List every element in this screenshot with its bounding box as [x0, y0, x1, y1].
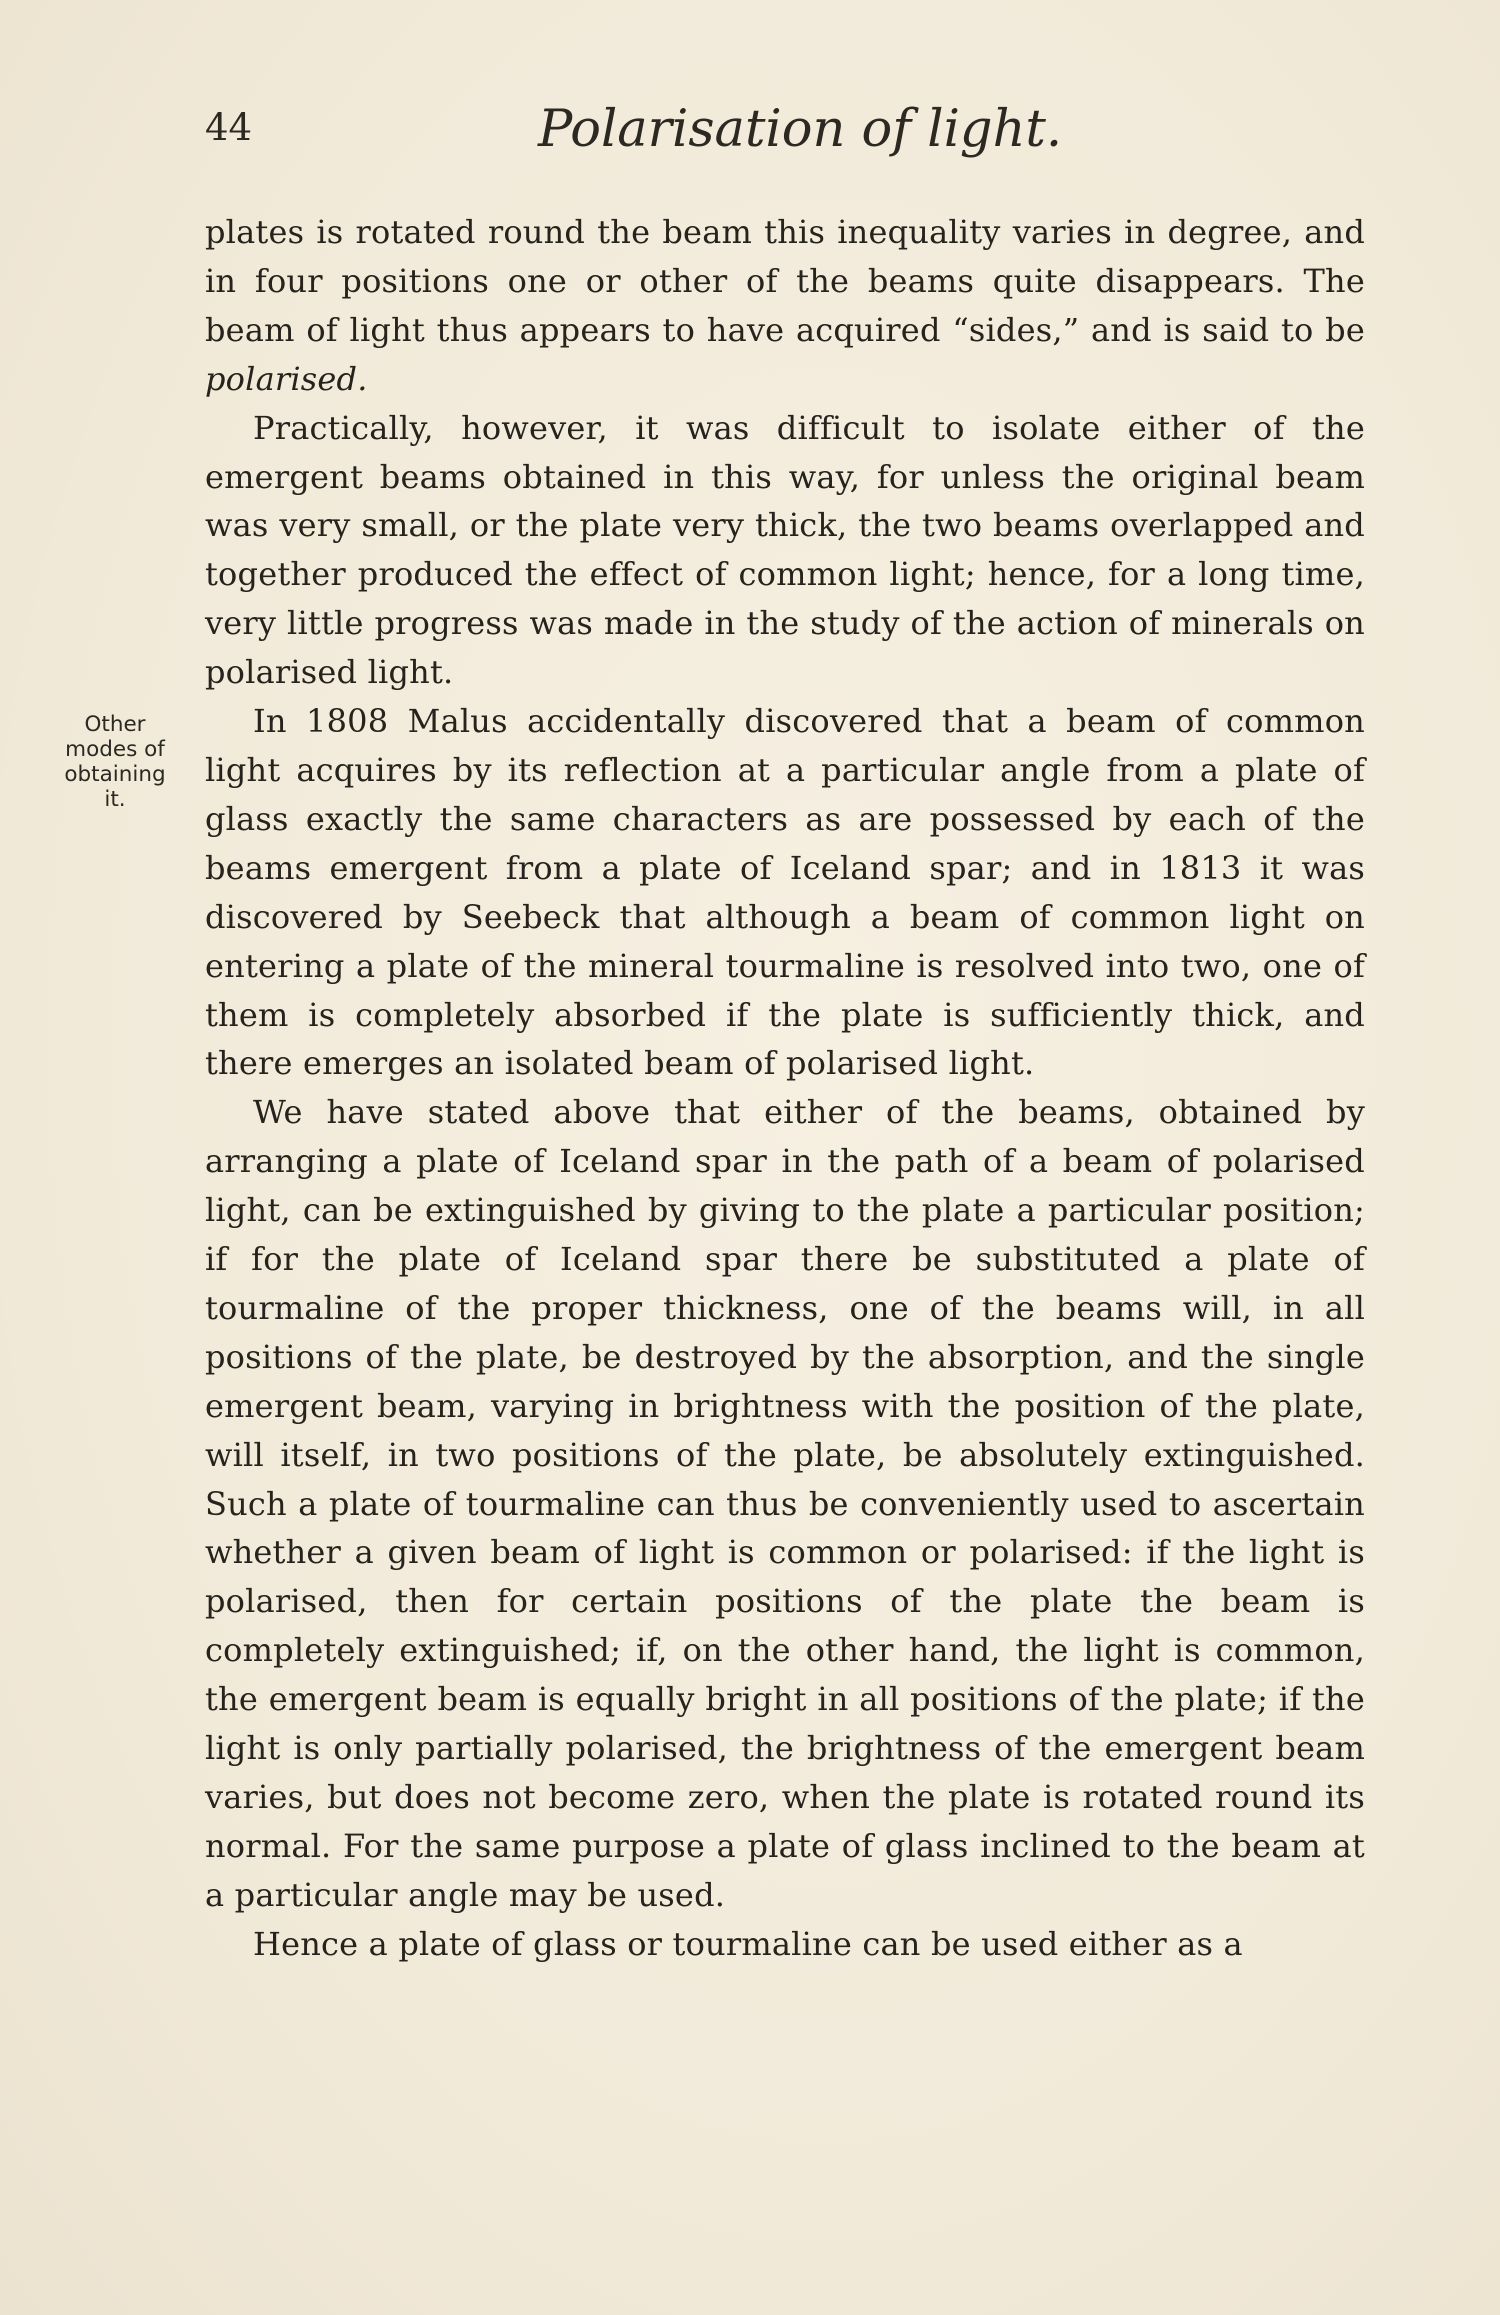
body-text	[205, 208, 1365, 1969]
paragraph-text: plates is rotated round the beam this inequality varies in degree, and in four positions one or other of the beams quite disappears. The beam of light thus appears to have acquired “sides,” and is said to be	[205, 213, 1365, 349]
running-title: Polarisation of light.	[538, 100, 1063, 159]
paragraph-tourmaline: We have stated above that either of the beams, obtained by arranging a plate of Iceland spar in the path of a beam of polarised light, can be extinguished by giving to the plate a particular position; if for the plate of Iceland spar there be substituted a plate of tourmaline of the proper thickness, one of the beams will, in all positions of the plate, be destroyed by the absorption, and the single emergent beam, varying in brightness with the position of the plate, will itself, in two positions of the plate, be absolutely extinguished. Such a plate of tourmaline can thus be conveniently used to ascertain whether a given beam of light is common or polarised: if the light is polarised, then for certain positions of the plate the beam is completely extinguished; if, on the other hand, the light is common, the emergent beam is equally bright in all positions of the plate; if the light is only partially polarised, the brightness of the emergent beam varies, but does not become zero, when the plate is rotated round its normal. For the same purpose a plate of glass inclined to the beam at a particular angle may be used.	[205, 1093, 1365, 1914]
paragraph-continued	[205, 208, 1365, 404]
paragraph-malus: In 1808 Malus accidentally discovered that a beam of common light acquires by its reflection at a particular angle from a plate of glass exactly the same characters as are possessed by each of the beams emergent from a plate of Iceland spar; and in 1813 it was discovered by Seebeck that although a beam of common light on entering a plate of the mineral tourmaline is resolved into two, one of them is completely absorbed if the plate is sufficiently thick, and there emerges an isolated beam of polarised light.	[205, 702, 1365, 1083]
page-header	[205, 100, 1365, 170]
page-number: 44	[205, 106, 253, 149]
margin-note-line: it.	[104, 787, 126, 812]
margin-note-line: Other	[84, 712, 146, 737]
margin-note-line: obtaining	[64, 762, 166, 787]
paragraph-hence: Hence a plate of glass or tourmaline can be used either as a	[253, 1924, 1243, 1963]
margin-note-line: modes of	[65, 737, 165, 762]
paragraph-practically: Practically, however, it was difficult to isolate either of the emergent beams obtained in this way, for unless the original beam was very small, or the plate very thick, the two beams overlapped and together produced the effect of common light; hence, for a long time, very little progress was made in the study of the action of minerals on polarised light.	[205, 408, 1365, 692]
margin-note	[40, 712, 190, 812]
emphasis-polarised: polarised.	[205, 359, 368, 398]
